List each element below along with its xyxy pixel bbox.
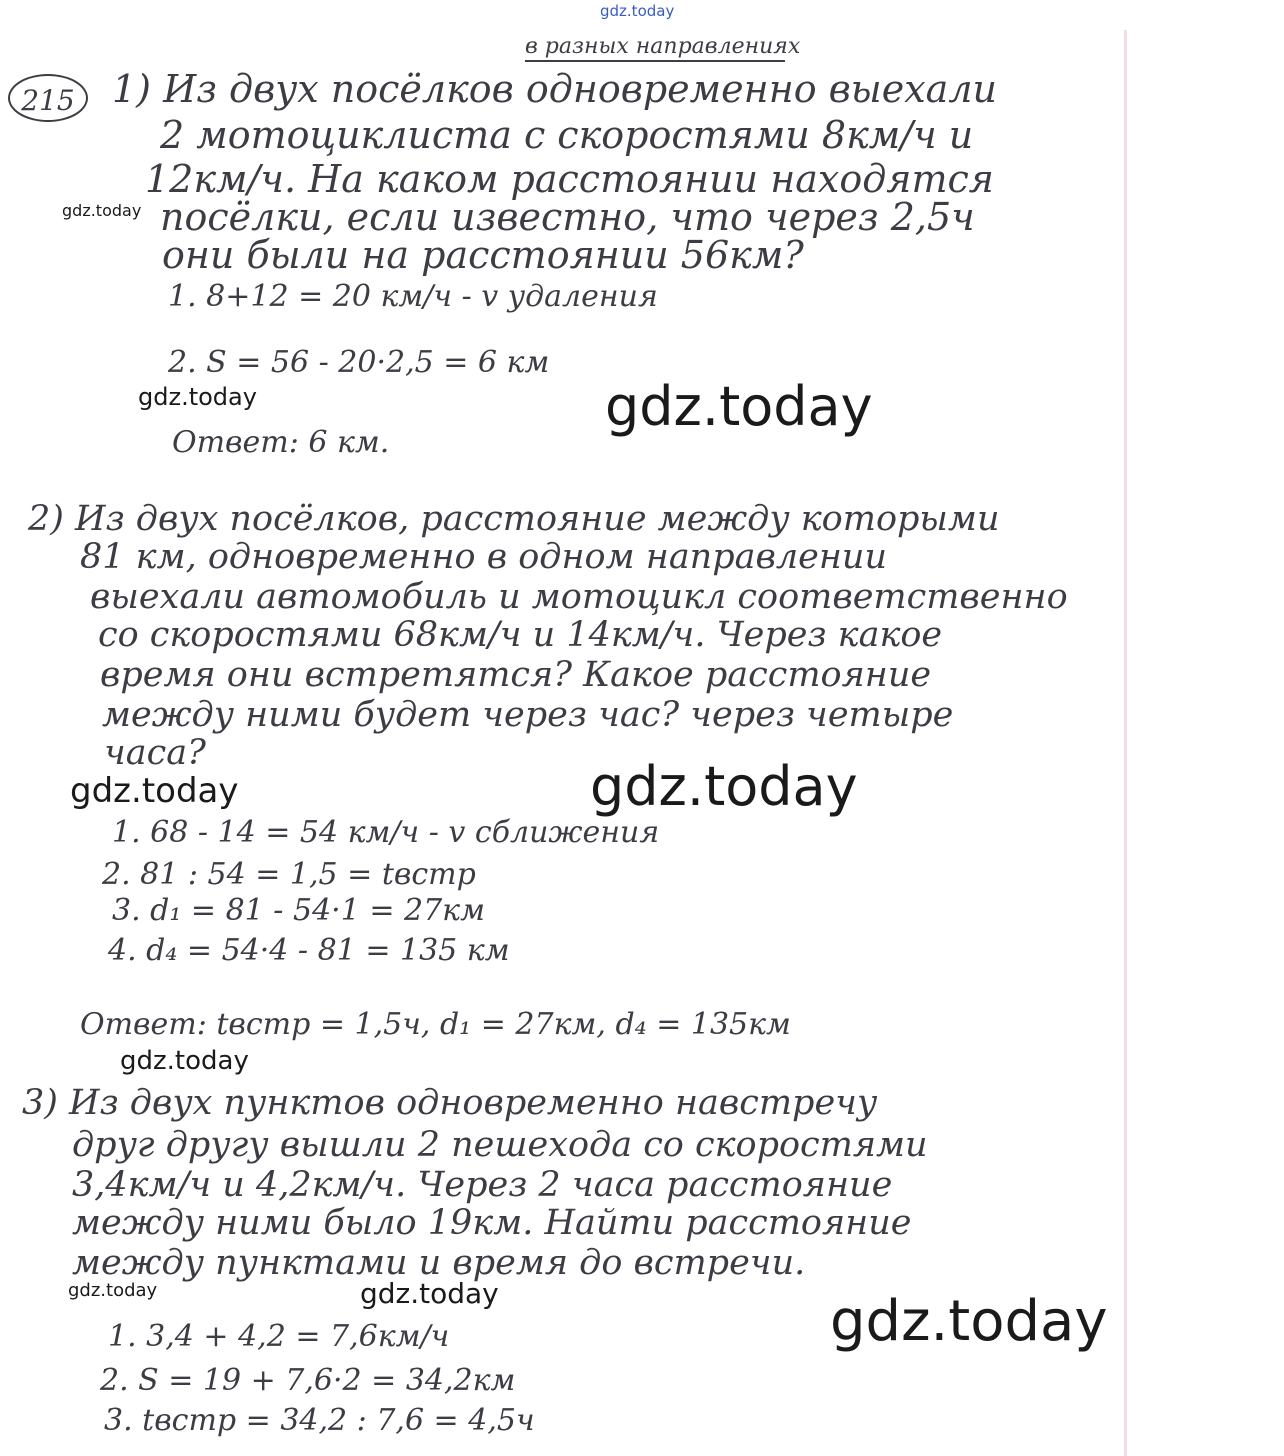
problem3-step: 2. S = 19 + 7,6·2 = 34,2км <box>100 1363 516 1398</box>
task-number: 215 <box>21 84 75 117</box>
problem2-line: 81 км, одновременно в одном направлении <box>80 537 887 577</box>
problem1-line: 2 мотоциклиста с скоростями 8км/ч и <box>160 113 974 157</box>
watermark-medium: gdz.today <box>138 383 257 411</box>
problem1-answer: Ответ: 6 км. <box>172 425 390 460</box>
watermark-large: gdz.today <box>830 1289 1108 1354</box>
problem1-step: 1. 8+12 = 20 км/ч - v удаления <box>168 279 658 314</box>
problem2-line: время они встретятся? Какое расстояние <box>100 655 932 695</box>
watermark-small: gdz.today <box>68 1280 158 1301</box>
watermark-large: gdz.today <box>590 755 858 818</box>
problem3-line: друг другу вышли 2 пешехода со скоростями <box>72 1125 928 1165</box>
problem1-line: 12км/ч. На каком расстоянии находятся <box>145 157 994 201</box>
problem3-line: между пунктами и время до встречи. <box>72 1243 806 1283</box>
watermark-large: gdz.today <box>605 375 873 438</box>
watermark-medium: gdz.today <box>70 771 239 811</box>
problem2-line: выехали автомобиль и мотоцикл соответственно <box>90 577 1068 617</box>
problem2-line: между ними будет через час? через четыре <box>102 695 954 735</box>
insertion-underline <box>525 60 785 62</box>
problem1-line: 1) Из двух посёлков одновременно выехали <box>112 67 997 111</box>
problem2-step: 4. d₄ = 54·4 - 81 = 135 км <box>108 933 510 968</box>
problem3-line: 3) Из двух пунктов одновременно навстречу <box>22 1083 878 1123</box>
problem2-line: со скоростями 68км/ч и 14км/ч. Через какое <box>98 615 943 655</box>
problem2-step: 3. d₁ = 81 - 54·1 = 27км <box>112 893 485 928</box>
watermark-medium: gdz.today <box>120 1046 249 1076</box>
problem3-step: 1. 3,4 + 4,2 = 7,6км/ч <box>108 1319 450 1354</box>
problem3-step: 3. tвстр = 34,2 : 7,6 = 4,5ч <box>104 1403 535 1438</box>
problem2-answer: Ответ: tвстр = 1,5ч, d₁ = 27км, d₄ = 135км <box>80 1007 791 1042</box>
problem2-step: 1. 68 - 14 = 54 км/ч - v сближения <box>112 815 660 850</box>
problem3-line: 3,4км/ч и 4,2км/ч. Через 2 часа расстояние <box>72 1165 893 1205</box>
problem1-insertion: в разных направлениях <box>525 34 801 59</box>
watermark-small: gdz.today <box>62 201 142 220</box>
problem1-step: 2. S = 56 - 20·2,5 = 6 км <box>168 345 550 380</box>
watermark-top: gdz.today <box>600 2 675 20</box>
problem1-line: они были на расстоянии 56км? <box>162 233 804 277</box>
watermark-medium: gdz.today <box>360 1277 499 1310</box>
problem1-line: посёлки, если известно, что через 2,5ч <box>160 195 975 239</box>
problem2-line: 2) Из двух посёлков, расстояние между которыми <box>28 499 1000 539</box>
task-number-circle <box>8 74 88 122</box>
problem3-line: между ними было 19км. Найти расстояние <box>72 1203 912 1243</box>
notebook-margin-line <box>1124 30 1127 1456</box>
problem2-line: часа? <box>104 733 206 773</box>
problem2-step: 2. 81 : 54 = 1,5 = tвстр <box>102 857 476 892</box>
